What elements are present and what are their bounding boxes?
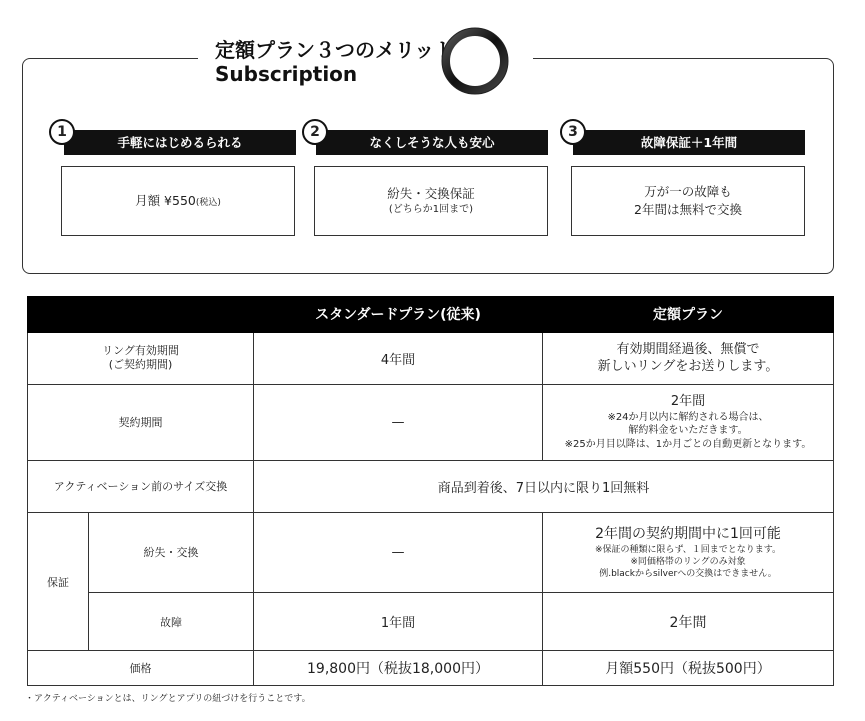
- header-standard: スタンダードプラン(従来): [254, 297, 543, 333]
- merit-1-price: 月額 ¥550: [135, 192, 196, 208]
- size-exchange-value: 商品到着後、7日以内に限り1回無料: [254, 460, 834, 513]
- header-subscription: 定額プラン: [543, 297, 834, 333]
- loss-sub-note-1: ※保証の種類に限らず、１回までとなります。: [594, 544, 782, 555]
- contract-subscription: [543, 385, 834, 460]
- merit-body-3: [571, 166, 805, 236]
- merit-number-1: 1: [49, 119, 75, 145]
- loss-sub-note-2: ※同価格帯のリングのみ対象: [630, 556, 746, 567]
- contract-sub-note-1: ※24か月以内に解約される場合は、: [607, 411, 769, 423]
- merit-number-2: 2: [302, 119, 328, 145]
- ring-period-sub-2: 新しいリングをお送りします。: [597, 359, 779, 375]
- contract-standard: —: [254, 385, 543, 460]
- loss-subscription: [543, 513, 834, 592]
- merit-body-2: [314, 166, 548, 236]
- row-label-contract: 契約期間: [28, 385, 254, 460]
- merit-body-1: [61, 166, 295, 236]
- table-row: [28, 513, 834, 592]
- row-label-failure: 故障: [89, 592, 254, 651]
- row-label-size-exchange: アクティベーション前のサイズ交換: [28, 460, 254, 513]
- row-label-price: 価格: [28, 651, 254, 686]
- contract-sub-note-3: ※25か月目以降は、1か月ごとの自動更新となります。: [564, 438, 812, 450]
- price-subscription: 月額550円（税抜500円）: [543, 651, 834, 686]
- merit-title-1: 手軽にはじめるられる: [64, 130, 296, 155]
- table-row: [28, 460, 834, 513]
- ring-icon: [440, 26, 510, 96]
- merit-3-line1: 万が一の故障も: [644, 183, 732, 199]
- merit-2-line1: 紛失・交換保証: [387, 185, 475, 201]
- ring-period-sub-1: 有効期間経過後、無償で: [616, 341, 760, 357]
- title-english: Subscription: [215, 62, 358, 86]
- loss-sub-main: 2年間の契約期間中に1回可能: [595, 525, 781, 542]
- header-empty-cell: [28, 297, 254, 333]
- table-header-row: [28, 297, 834, 333]
- table-row: [28, 651, 834, 686]
- ring-period-standard: 4年間: [254, 332, 543, 385]
- merit-title-2: なくしそうな人も安心: [316, 130, 548, 155]
- contract-sub-main: 2年間: [670, 394, 706, 410]
- loss-sub-note-3: 例.blackからsilverへの交換はできません。: [599, 568, 777, 579]
- merit-title-3: 故障保証＋1年間: [573, 130, 805, 155]
- ring-period-label-2: (ご契約期間): [108, 358, 173, 372]
- failure-subscription: 2年間: [543, 592, 834, 651]
- contract-sub-note-2: 解約料金をいただきます。: [628, 425, 748, 437]
- row-label-loss: 紛失・交換: [89, 513, 254, 592]
- table-row: [28, 592, 834, 651]
- ring-period-label-1: リング有効期間: [102, 343, 179, 357]
- row-label-warranty: 保証: [28, 513, 89, 651]
- merit-1-tax: (税込): [195, 197, 221, 208]
- row-label-ring-period: [28, 332, 254, 385]
- table-row: [28, 332, 834, 385]
- price-standard: 19,800円（税抜18,000円）: [254, 651, 543, 686]
- merit-2-line2: (どちらか1回まで): [388, 203, 474, 215]
- title-japanese: 定額プラン３つのメリット: [215, 38, 455, 62]
- table-row: [28, 385, 834, 460]
- merit-number-3: 3: [560, 119, 586, 145]
- failure-standard: 1年間: [254, 592, 543, 651]
- comparison-table: [27, 296, 834, 686]
- footnote: ・アクティベーションとは、リングとアプリの紐づけを行うことです。: [25, 694, 311, 704]
- merit-3-line2: 2年間は無料で交換: [634, 202, 742, 217]
- loss-standard: —: [254, 513, 543, 592]
- ring-period-subscription: [543, 332, 834, 385]
